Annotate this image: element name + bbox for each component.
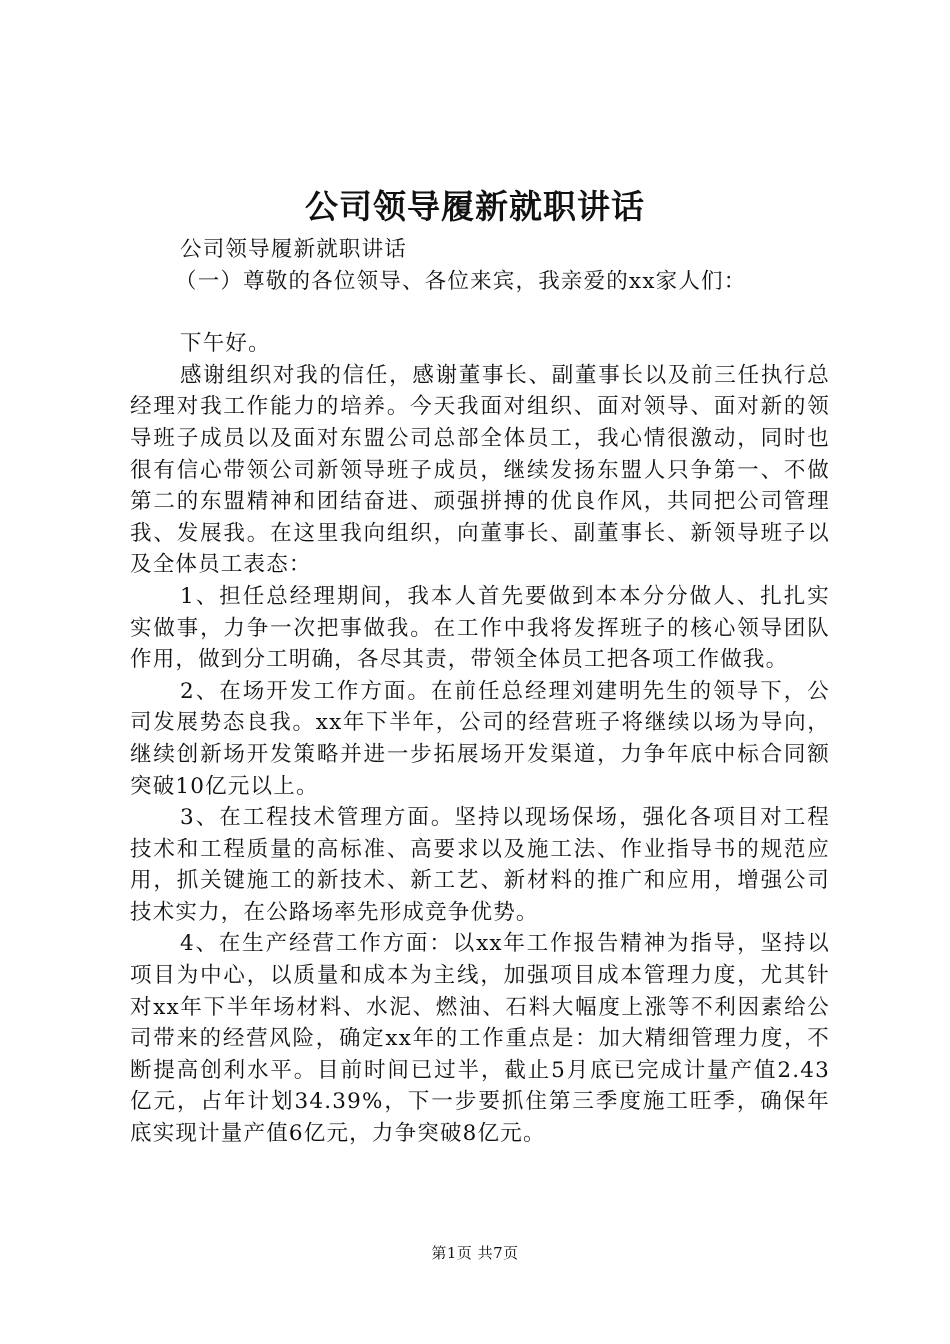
- paragraph-item-1: 1、担任总经理期间，我本人首先要做到本本分分做人、扎扎实实做事，力争一次把事做我。在工作中我将发挥班子的核心领导团队作用，做到分工明确，各尽其责，带领全体员工把各项工作做我。: [130, 583, 830, 673]
- paragraph-item-3: 3、在工程技术管理方面。坚持以现场保场，强化各项目对工程技术和工程质量的高标准、高要求以及施工法、作业指导书的规范应用，抓关键施工的新技术、新工艺、新材料的推广和应用，增强公司技术实力，在公路场率先形成竞争优势。: [130, 805, 830, 925]
- document-title: 公司领导履新就职讲话: [305, 187, 645, 226]
- paragraph-item-2: 2、在场开发工作方面。在前任总经理刘建明先生的领导下，公司发展势态良我。xx年下半年，公司的经营班子将继续以场为导向，继续创新场开发策略并进一步拓展场开发渠道，力争年底中标合同额突破10亿元以上。: [130, 678, 830, 799]
- greeting: 下午好。: [180, 331, 271, 357]
- page-indicator: 第1页 共7页: [431, 1244, 519, 1262]
- document-body: [130, 234, 830, 1150]
- document-subtitle: 公司领导履新就职讲话: [180, 237, 408, 262]
- salutation: （一）尊敬的各位领导、各位来宾，我亲爱的xx家人们：: [175, 268, 747, 294]
- spacer: [130, 297, 830, 328]
- paragraph-item-4: 4、在生产经营工作方面：以xx年工作报告精神为指导，坚持以项目为中心，以质量和成本为主线，加强项目成本管理力度，尤其针对xx年下半年场材料、水泥、燃油、石料大幅度上涨等不利因素给公司带来的经营风险，确定xx年的工作重点是：加大精细管理力度，不断提高创利水平。目前时间已过半，截止5月底已完成计量产值2.43亿元，占年计划34.39%，下一步要抓住第三季度施工旺季，确保年底实现计量产值6亿元，力争突破8亿元。: [130, 931, 830, 1147]
- paragraph-intro: 感谢组织对我的信任，感谢董事长、副董事长以及前三任执行总经理对我工作能力的培养。今天我面对组织、面对领导、面对新的领导班子成员以及面对东盟公司总部全体员工，我心情很激动，同时也很有信心带领公司新领导班子成员，继续发扬东盟人只争第一、不做第二的东盟精神和团结奋进、顽强拼搏的优良作风，共同把公司管理我、发展我。在这里我向组织，向董事长、副董事长、新领导班子以及全体员工表态：: [130, 362, 830, 578]
